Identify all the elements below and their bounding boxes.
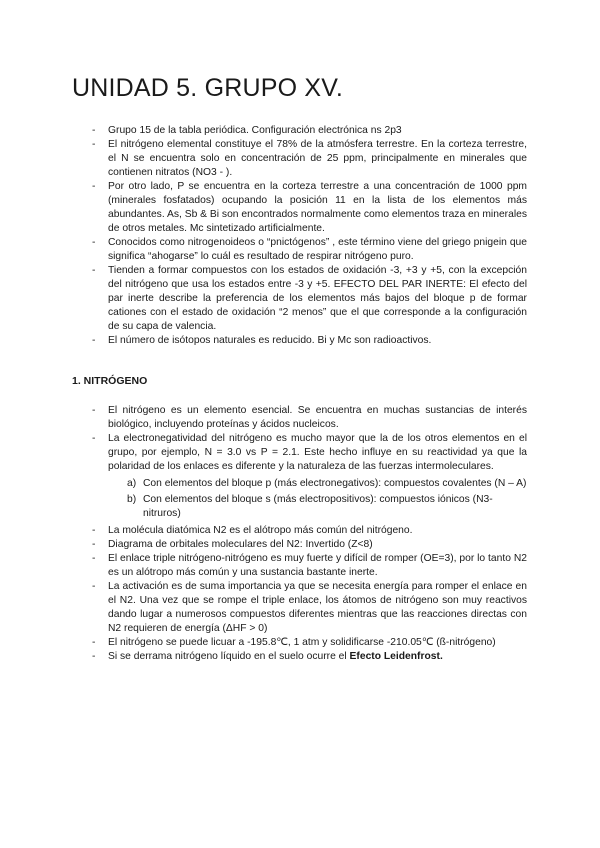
sub-item-text: Con elementos del bloque s (más electropositivos): compuestos iónicos (N3- nitruros) [143, 494, 493, 519]
list-item [0, 538, 600, 552]
list-item-text: El enlace triple nitrógeno-nitrógeno es muy fuerte y difícil de romper (OE=3), por lo tanto N2 es un alótropo más común y una sustancia bastante inerte. [108, 553, 527, 578]
sub-item-b [0, 491, 600, 524]
bullet-dash: - [92, 553, 96, 564]
list-item [0, 264, 600, 334]
bullet-dash: - [92, 125, 96, 136]
list-item [0, 236, 600, 264]
bullet-dash: - [92, 525, 96, 536]
list-item-text: El nitrógeno es un elemento esencial. Se encuentra en muchas sustancias de interés biológico, incluyendo proteínas y ácidos nucleicos. [108, 405, 527, 430]
list-item [0, 334, 600, 348]
list-item-text: El nitrógeno se puede licuar a -195.8℃, 1 atm y solidificarse -210.05℃ (ß-nitrógeno) [108, 637, 496, 648]
bullet-dash: - [92, 181, 96, 192]
bullet-dash: - [92, 335, 96, 346]
list-item-text: La molécula diatómica N2 es el alótropo más común del nitrógeno. [108, 525, 413, 536]
list-item [0, 580, 600, 636]
sub-item-text: Con elementos del bloque p (más electronegativos): compuestos covalentes (N – A) [143, 478, 527, 489]
list-item-text: La electronegatividad del nitrógeno es mucho mayor que la de los otros elementos en el grupo, por ejemplo, N = 3.0 vs P = 2.1. Este hecho influye en su reactividad ya que la polaridad de los enlaces es diferente y la naturaleza de las fuerzas intermoleculares. [108, 433, 527, 472]
list-item-text: Grupo 15 de la tabla periódica. Configuración electrónica ns 2p3 [108, 125, 402, 136]
page-title: UNIDAD 5. GRUPO XV. [72, 74, 343, 102]
list-item [0, 552, 600, 580]
bullet-dash: - [92, 265, 96, 276]
bullet-dash: - [92, 139, 96, 150]
list-item [0, 404, 600, 432]
bullet-dash: - [92, 637, 96, 648]
list-item-text: Por otro lado, P se encuentra en la corteza terrestre a una concentración de 1000 ppm (minerales fosfatados) ocupando la posición 11 en la lista de los elementos más abundantes. As, Sb & Bi son encontrados normalmente como elementos traza en minerales de otros metales. Mc sintetizado artificialmente. [108, 181, 527, 234]
list-item-text: El número de isótopos naturales es reducido. Bi y Mc son radioactivos. [108, 335, 432, 346]
leidenfrost-emphasis: Efecto Leidenfrost. [349, 651, 443, 662]
list-item-text: Si se derrama nitrógeno líquido en el suelo ocurre el [108, 651, 350, 662]
bullet-dash: - [92, 539, 96, 550]
section-heading-nitrogeno: 1. NITRÓGENO [72, 375, 148, 387]
sub-item-a [0, 474, 600, 491]
list-item-text: La activación es de suma importancia ya que se necesita energía para romper el enlace en el N2. Una vez que se rompe el triple enlace, los átomos de nitrógeno son muy reactivos dando lugar a numerosos compuestos diferentes mientras que las reacciones directas con N2 requieren de energía (ΔHF > 0) [108, 581, 527, 634]
bullet-dash: - [92, 237, 96, 248]
list-item-text: El nitrógeno elemental constituye el 78% de la atmósfera terrestre. En la corteza terrestre, el N se encuentra solo en concentración de 25 ppm, principalmente en minerales que contienen nitratos (NO3 - ). [108, 139, 527, 178]
bullet-dash: - [92, 433, 96, 444]
list-item-text: Diagrama de orbitales moleculares del N2: Invertido (Z<8) [108, 539, 373, 550]
list-item [0, 650, 600, 664]
list-item [0, 636, 600, 650]
list-item [0, 138, 600, 180]
sub-item-label: b) [127, 494, 137, 505]
list-item-text: Tienden a formar compuestos con los estados de oxidación -3, +3 y +5, con la excepción del nitrógeno que usa los estados entre -3 y +5. EFECTO DEL PAR INERTE: El efecto del par inerte describe la preferencia de los elementos más bajos del bloque p de formar cationes con el estado de oxidación “2 menos” que el que corresponde a la configuración de su capa de valencia. [108, 265, 527, 332]
intro-list [0, 124, 600, 348]
bullet-dash: - [92, 405, 96, 416]
list-item-text: Conocidos como nitrogenoideos o “pnictógenos” , este término viene del griego pnigein que significa “ahogarse” lo cuál es resultado de respirar nitrógeno puro. [108, 237, 527, 262]
list-item [0, 524, 600, 538]
nitrogen-list [0, 404, 600, 664]
list-item [0, 180, 600, 236]
bullet-dash: - [92, 651, 96, 662]
bullet-dash: - [92, 581, 96, 592]
sub-item-label: a) [127, 478, 137, 489]
list-item [0, 432, 600, 474]
list-item [0, 124, 600, 138]
